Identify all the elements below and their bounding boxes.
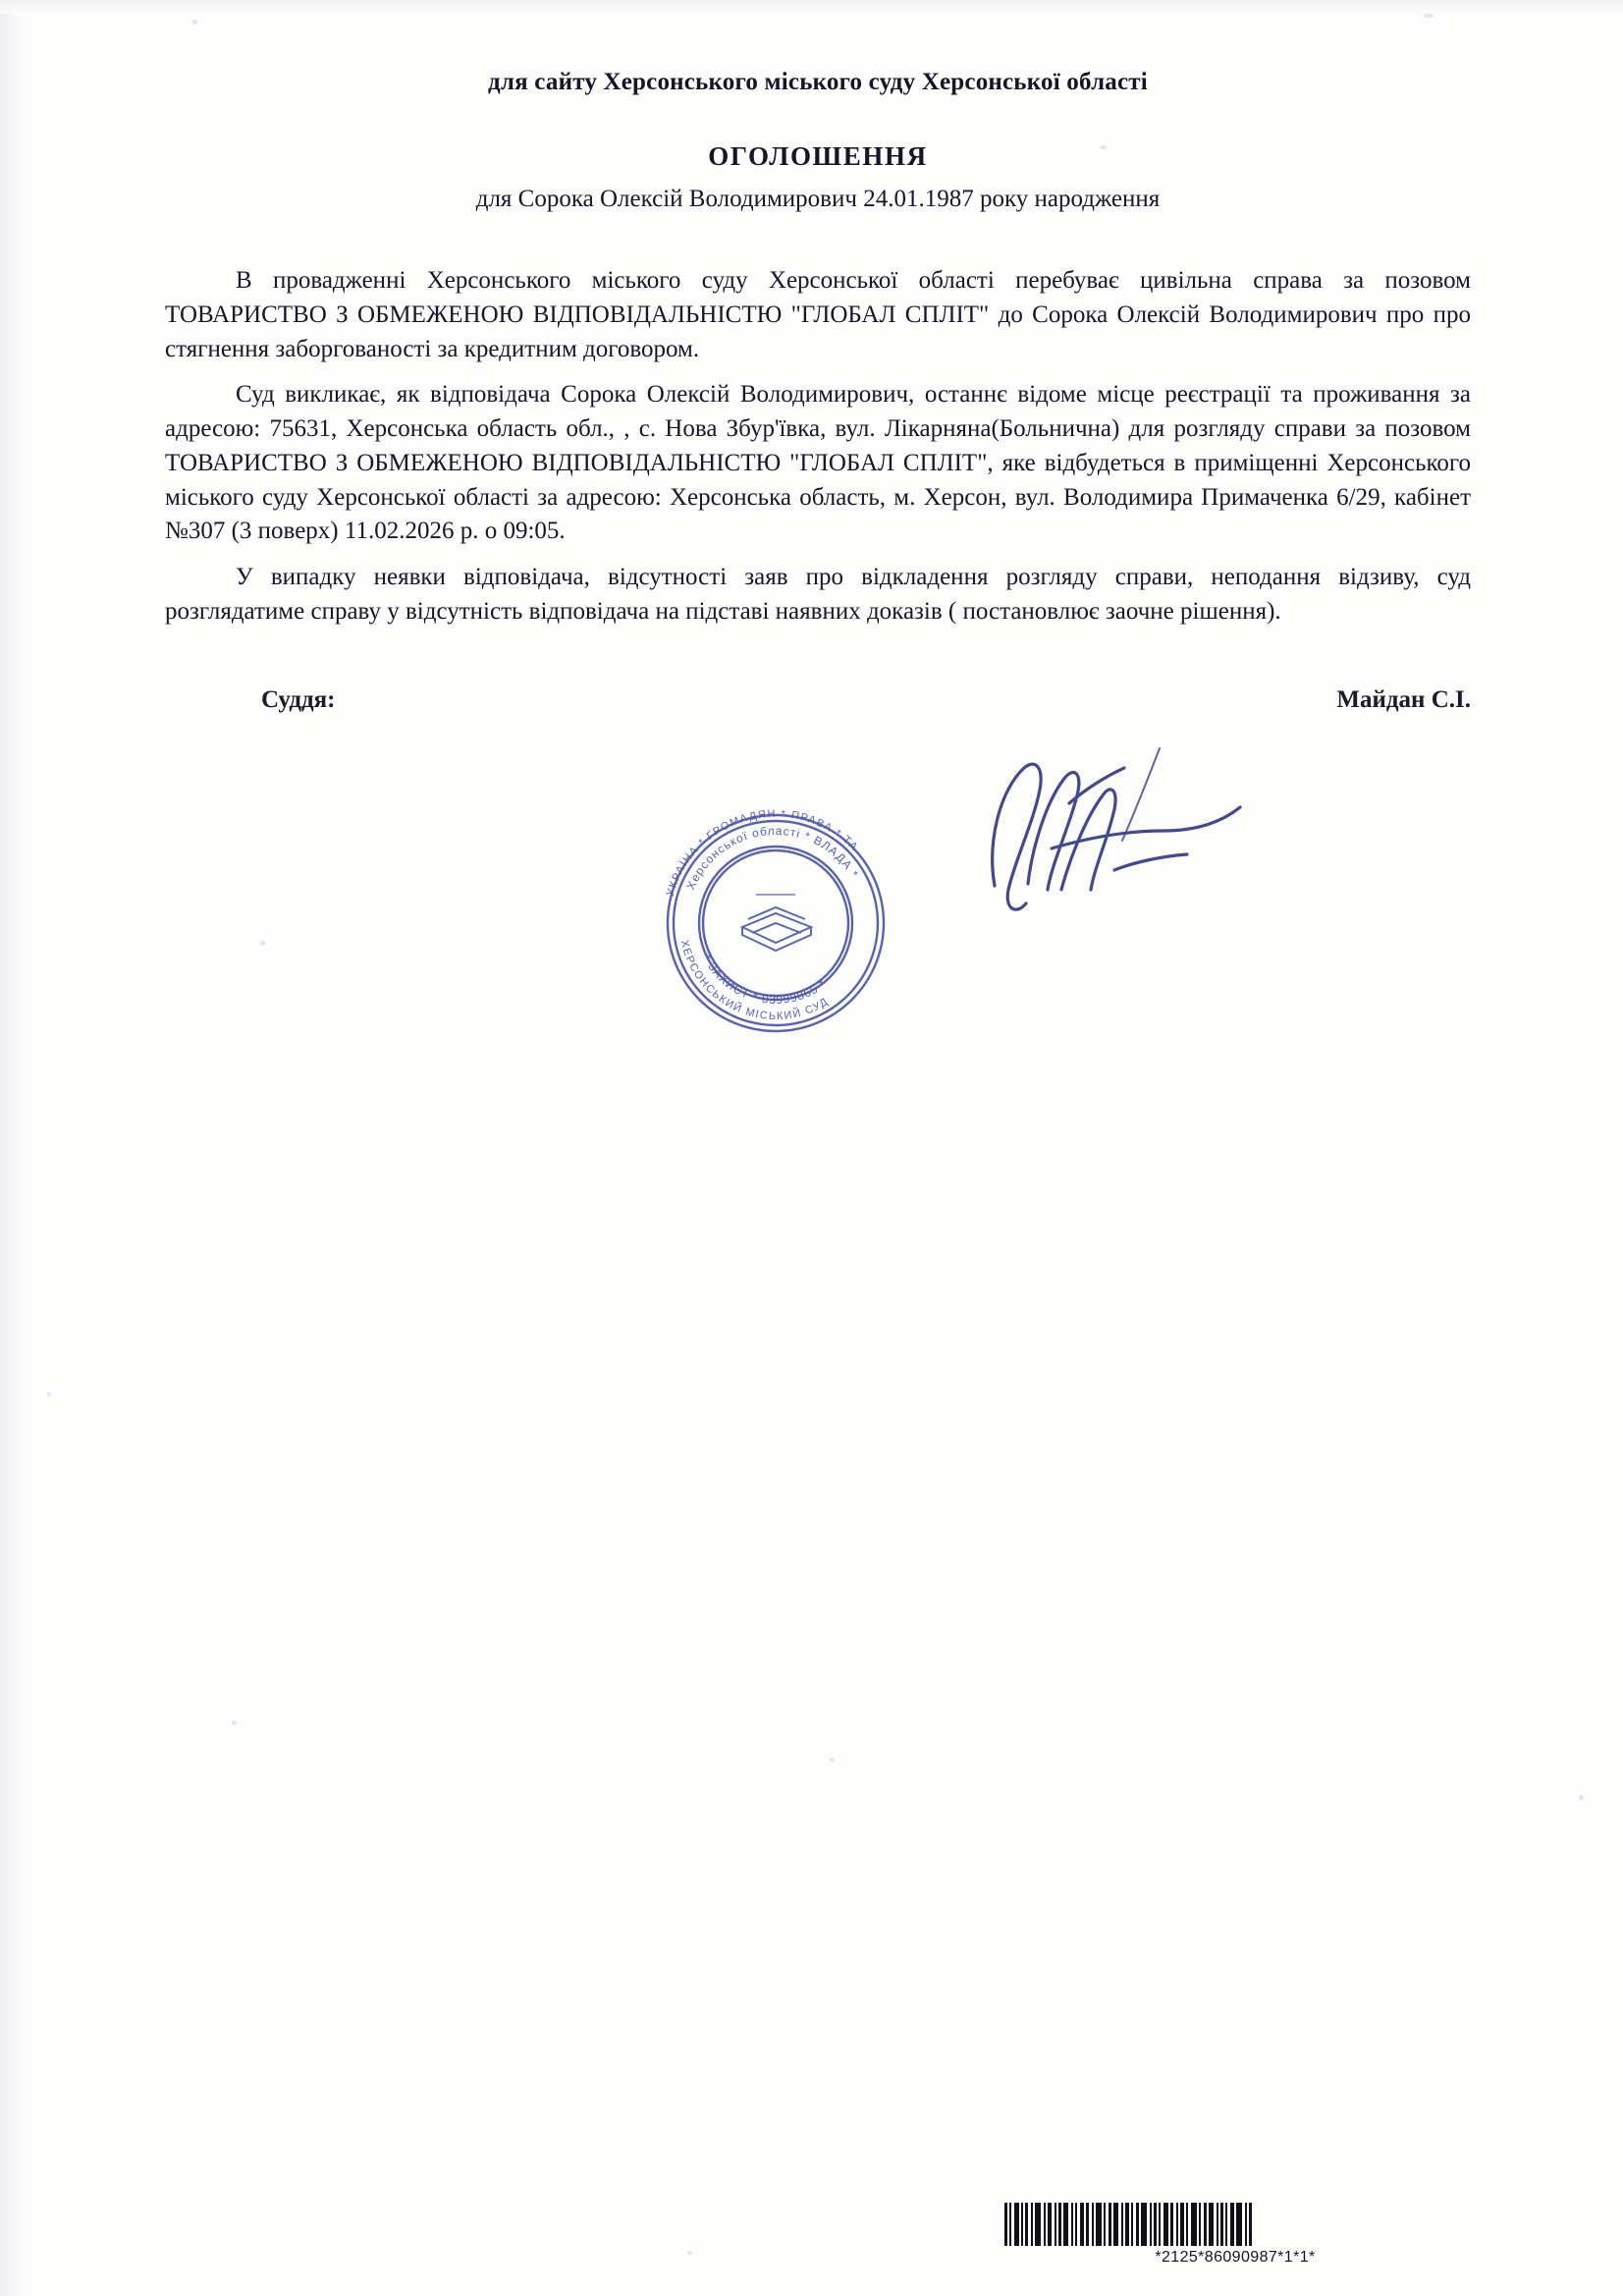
scan-speck bbox=[260, 941, 265, 946]
judge-label: Суддя: bbox=[261, 685, 336, 713]
judge-name: Майдан С.І. bbox=[1336, 685, 1471, 713]
scan-edge-shadow-top bbox=[0, 0, 1623, 14]
svg-text:Херсонської області * ВЛАДА *: Херсонської області * ВЛАДА * bbox=[683, 823, 862, 893]
barcode-bars bbox=[1004, 2203, 1466, 2246]
scan-speck bbox=[47, 1393, 51, 1396]
paragraph-summons: Суд викликає, як відповідача Сорока Олексій Володимирович, останнє відоме місце реєстрації та проживання за адресою: 75631, Херсонська область обл., , с. Нова Збур'ївка, вул. Лікарняна(Больнична) для розгляду справи за позовом ТОВАРИСТВО З ОБМЕЖЕНОЮ ВІДПОВІДАЛЬНІСТЮ "ГЛОБАЛ СПЛІТ", яке відбудеться в приміщенні Херсонського міського суду Херсонської області за адресою: Херсонська область, м. Херсон, вул. Володимира Примаченка 6/29, кабінет №307 (3 поверх) 11.02.2026 р. о 09:05. bbox=[165, 381, 1471, 545]
paragraph-default-judgment: У випадку неявки відповідача, відсутності заяв про відкладення розгляду справи, неподання відзиву, суд розглядатиме справу у відсутність відповідача на підставі наявних доказів ( постановлює заочне рішення). bbox=[165, 564, 1471, 625]
subject-line: для Сорока Олексій Володимирович 24.01.1987 року народження bbox=[475, 186, 1161, 212]
scan-speck bbox=[192, 20, 197, 25]
scan-speck bbox=[1424, 14, 1434, 18]
handwritten-signature bbox=[967, 746, 1281, 943]
svg-text:УКРАЇНА * ГРОМАДЯН * ПРАВА * Т: УКРАЇНА * ГРОМАДЯН * ПРАВА * ТА bbox=[664, 807, 861, 898]
scan-speck bbox=[687, 2251, 692, 2255]
scan-speck bbox=[1579, 1795, 1584, 1800]
document-body bbox=[165, 69, 1471, 804]
court-seal-stamp bbox=[628, 776, 923, 1070]
scan-edge-shadow-left bbox=[0, 0, 26, 2296]
scan-speck bbox=[830, 1758, 834, 1762]
scan-speck bbox=[232, 1721, 237, 1725]
barcode-value-text: *2125*86090987*1*1* bbox=[1155, 2249, 1316, 2266]
site-header-line: для сайту Херсонського міського суду Херсонської області bbox=[488, 69, 1148, 95]
paragraph-case-info: В провадженні Херсонського міського суду Херсонської області перебуває цивільна справа за позовом ТОВАРИСТВО З ОБМЕЖЕНОЮ ВІДПОВІДАЛЬНІСТЮ "ГЛОБАЛ СПЛІТ" до Сорока Олексій Володимирович про про стягнення заборгованості за кредитним договором. bbox=[165, 267, 1471, 362]
page-title: ОГОЛОШЕННЯ bbox=[708, 141, 928, 171]
svg-text:ХЕРСОНСЬКИЙ МІСЬКИЙ СУД: ХЕРСОНСЬКИЙ МІСЬКИЙ СУД bbox=[677, 939, 832, 1023]
barcode-block bbox=[1004, 2203, 1466, 2267]
svg-text:* ЗАХИСТ * 03999865 *: * ЗАХИСТ * 03999865 * bbox=[700, 952, 830, 1008]
